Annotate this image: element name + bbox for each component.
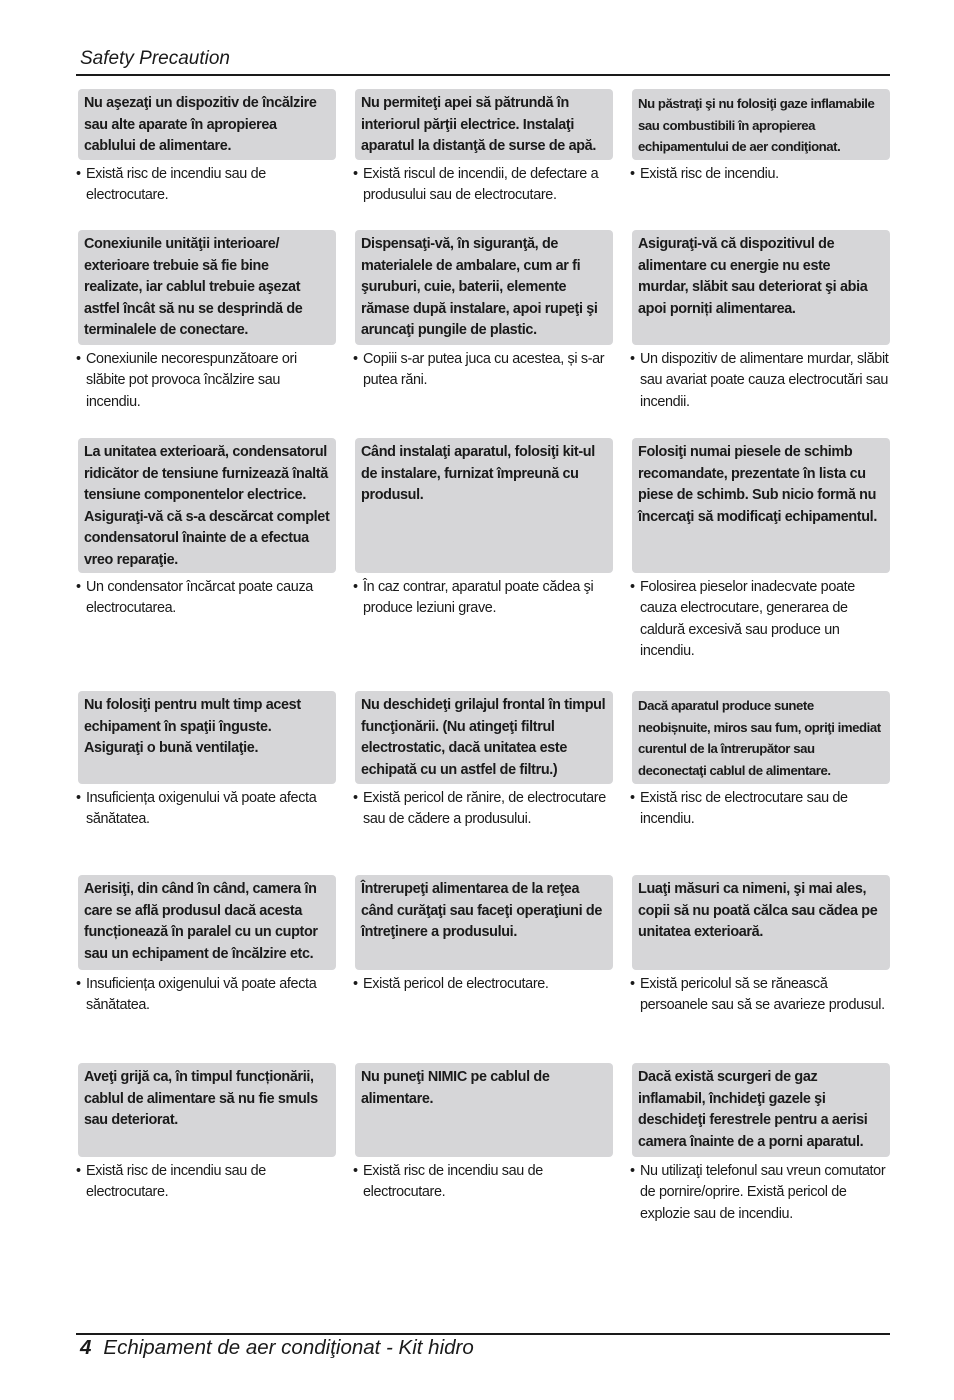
consequence-text: Un dispozitiv de alimentare murdar, slăbit sau avariat poate cauza electrocutări sau incendii. (640, 351, 889, 410)
precaution-consequence (630, 164, 892, 185)
precaution-warning: Folosiţi numai piesele de schimb recomandate, prezentate în lista cu piese de schimb. Sub nicio formă nu încercaţi să modificaţi echipamentul. (632, 438, 890, 573)
precaution-consequence (76, 577, 338, 620)
consequence-text: Există risc de incendiu sau de electrocutare. (86, 166, 266, 204)
bullet-dot-icon: • (353, 351, 358, 367)
bullet-dot-icon: • (353, 976, 358, 992)
page-number: 4 (80, 1336, 92, 1359)
consequence-text: Există pericolul să se rănească persoanele sau să se avarieze produsul. (640, 976, 885, 1014)
header-rule (76, 74, 890, 76)
bullet-dot-icon: • (353, 579, 358, 595)
precaution-warning: Dispensaţi-vă, în siguranţă, de materialele de ambalare, cum ar fi şuruburi, cuie, baterii, elemente rămase după instalare, apoi rupeţi şi aruncaţi pungile de plastic. (355, 230, 613, 345)
bullet-dot-icon: • (630, 166, 635, 182)
bullet-dot-icon: • (76, 790, 81, 806)
consequence-text: Folosirea pieselor inadecvate poate cauza electrocutare, generarea de caldură excesivă sau produce un incendiu. (640, 579, 855, 660)
precaution-warning: Aveţi grijă ca, în timpul funcționării, cablul de alimentare să nu fie smuls sau deteriorat. (78, 1063, 336, 1157)
bullet-dot-icon: • (630, 579, 635, 595)
consequence-text: Nu utilizaţi telefonul sau vreun comutator de pornire/oprire. Există pericol de explozie sau de incendiu. (640, 1163, 886, 1222)
consequence-text: Insuficiența oxigenului vă poate afecta sănătatea. (86, 976, 317, 1014)
footer (80, 1336, 474, 1360)
precaution-warning: Întrerupeţi alimentarea de la reţea când curăţaţi sau faceţi operaţiuni de întreţinere a produsului. (355, 875, 613, 970)
consequence-text: Există pericol de electrocutare. (363, 976, 549, 992)
bullet-dot-icon: • (630, 351, 635, 367)
precaution-consequence (630, 577, 892, 663)
consequence-text: Conexiunile necorespunzătoare ori slăbite pot provoca încălzire sau incendiu. (86, 351, 297, 410)
precaution-consequence (353, 974, 615, 995)
precaution-consequence (353, 788, 615, 831)
consequence-text: În caz contrar, aparatul poate cădea şi produce leziuni grave. (363, 579, 594, 617)
consequence-text: Există risc de incendiu. (640, 166, 779, 182)
precaution-consequence (630, 974, 892, 1017)
precaution-consequence (353, 577, 615, 620)
precaution-warning: Nu păstraţi şi nu folosiţi gaze inflamabile sau combustibili în apropierea echipamentului de aer condiţionat. (632, 89, 890, 160)
precaution-warning: Aerisiţi, din când în când, camera în care se află produsul dacă acesta funcționează în paralel cu un cuptor sau un echipament de încălzire etc. (78, 875, 336, 970)
consequence-text: Insuficiența oxigenului vă poate afecta sănătatea. (86, 790, 317, 828)
bullet-dot-icon: • (76, 1163, 81, 1179)
footer-title: Echipament de aer condiţionat - Kit hidro (103, 1336, 474, 1359)
precaution-consequence (353, 349, 615, 392)
precaution-warning: Asiguraţi-vă că dispozitivul de alimentare cu energie nu este murdar, slăbit sau deteriorat şi abia apoi porniți alimentarea. (632, 230, 890, 345)
consequence-text: Există risc de electrocutare sau de incendiu. (640, 790, 848, 828)
precaution-consequence (353, 164, 615, 207)
precaution-warning: Nu puneţi NIMIC pe cablul de alimentare. (355, 1063, 613, 1157)
precaution-warning: Nu folosiţi pentru mult timp acest echipament în spaţii înguste. Asiguraţi o bună ventilaţie. (78, 691, 336, 784)
consequence-text: Există risc de incendiu sau de electrocutare. (363, 1163, 543, 1201)
bullet-dot-icon: • (353, 790, 358, 806)
precaution-consequence (76, 164, 338, 207)
consequence-text: Există riscul de incendii, de defectare a produsului sau de electrocutare. (363, 166, 599, 204)
header-title: Safety Precaution (80, 48, 230, 69)
precaution-warning: Dacă există scurgeri de gaz inflamabil, închideţi gazele şi deschideţi ferestrele pentru a aerisi camera înainte de a porni aparatul. (632, 1063, 890, 1157)
precaution-consequence (76, 974, 338, 1017)
precaution-warning: Nu deschideţi grilajul frontal în timpul funcţionării. (Nu atingeţi filtrul electrostatic, dacă unitatea este echipată cu un astfel de filtru.) (355, 691, 613, 784)
precaution-warning: Când instalaţi aparatul, folosiţi kit-ul de instalare, furnizat împreună cu produsul. (355, 438, 613, 573)
bullet-dot-icon: • (630, 1163, 635, 1179)
precaution-consequence (353, 1161, 615, 1204)
bullet-dot-icon: • (353, 166, 358, 182)
consequence-text: Copiii s-ar putea juca cu acestea, și s-ar putea răni. (363, 351, 605, 389)
bullet-dot-icon: • (630, 976, 635, 992)
precaution-warning: Nu aşezaţi un dispozitiv de încălzire sau alte aparate în apropierea cablului de alimentare. (78, 89, 336, 160)
precaution-consequence (630, 1161, 892, 1225)
precaution-warning: Nu permiteţi apei să pătrundă în interiorul părţii electrice. Instalaţi aparatul la distanţă de surse de apă. (355, 89, 613, 160)
precaution-consequence (630, 788, 892, 831)
precaution-consequence (76, 349, 338, 413)
precaution-warning: Conexiunile unităţii interioare/ exterioare trebuie să fie bine realizate, iar cablul trebuie aşezat astfel încât să nu se desprindă de terminalele de conectare. (78, 230, 336, 345)
precaution-warning: Luaţi măsuri ca nimeni, şi mai ales, copii să nu poată călca sau cădea pe unitatea exterioară. (632, 875, 890, 970)
bullet-dot-icon: • (353, 1163, 358, 1179)
consequence-text: Există risc de incendiu sau de electrocutare. (86, 1163, 266, 1201)
bullet-dot-icon: • (76, 976, 81, 992)
precaution-consequence (630, 349, 892, 413)
bullet-dot-icon: • (76, 351, 81, 367)
footer-rule (76, 1333, 890, 1335)
precaution-consequence (76, 788, 338, 831)
precaution-consequence (76, 1161, 338, 1204)
bullet-dot-icon: • (76, 166, 81, 182)
precaution-warning: La unitatea exterioară, condensatorul ridicător de tensiune furnizează înaltă tensiune componentelor electrice. Asiguraţi-vă că s-a descărcat complet condensatorul înainte de a efectua vreo reparaţie. (78, 438, 336, 573)
bullet-dot-icon: • (76, 579, 81, 595)
consequence-text: Un condensator încărcat poate cauza electrocutarea. (86, 579, 313, 617)
bullet-dot-icon: • (630, 790, 635, 806)
consequence-text: Există pericol de rănire, de electrocutare sau de cădere a produsului. (363, 790, 606, 828)
precaution-warning: Dacă aparatul produce sunete neobișnuite, miros sau fum, opriţi imediat curentul de la întrerupător sau deconectaţi cablul de alimentare. (632, 691, 890, 784)
